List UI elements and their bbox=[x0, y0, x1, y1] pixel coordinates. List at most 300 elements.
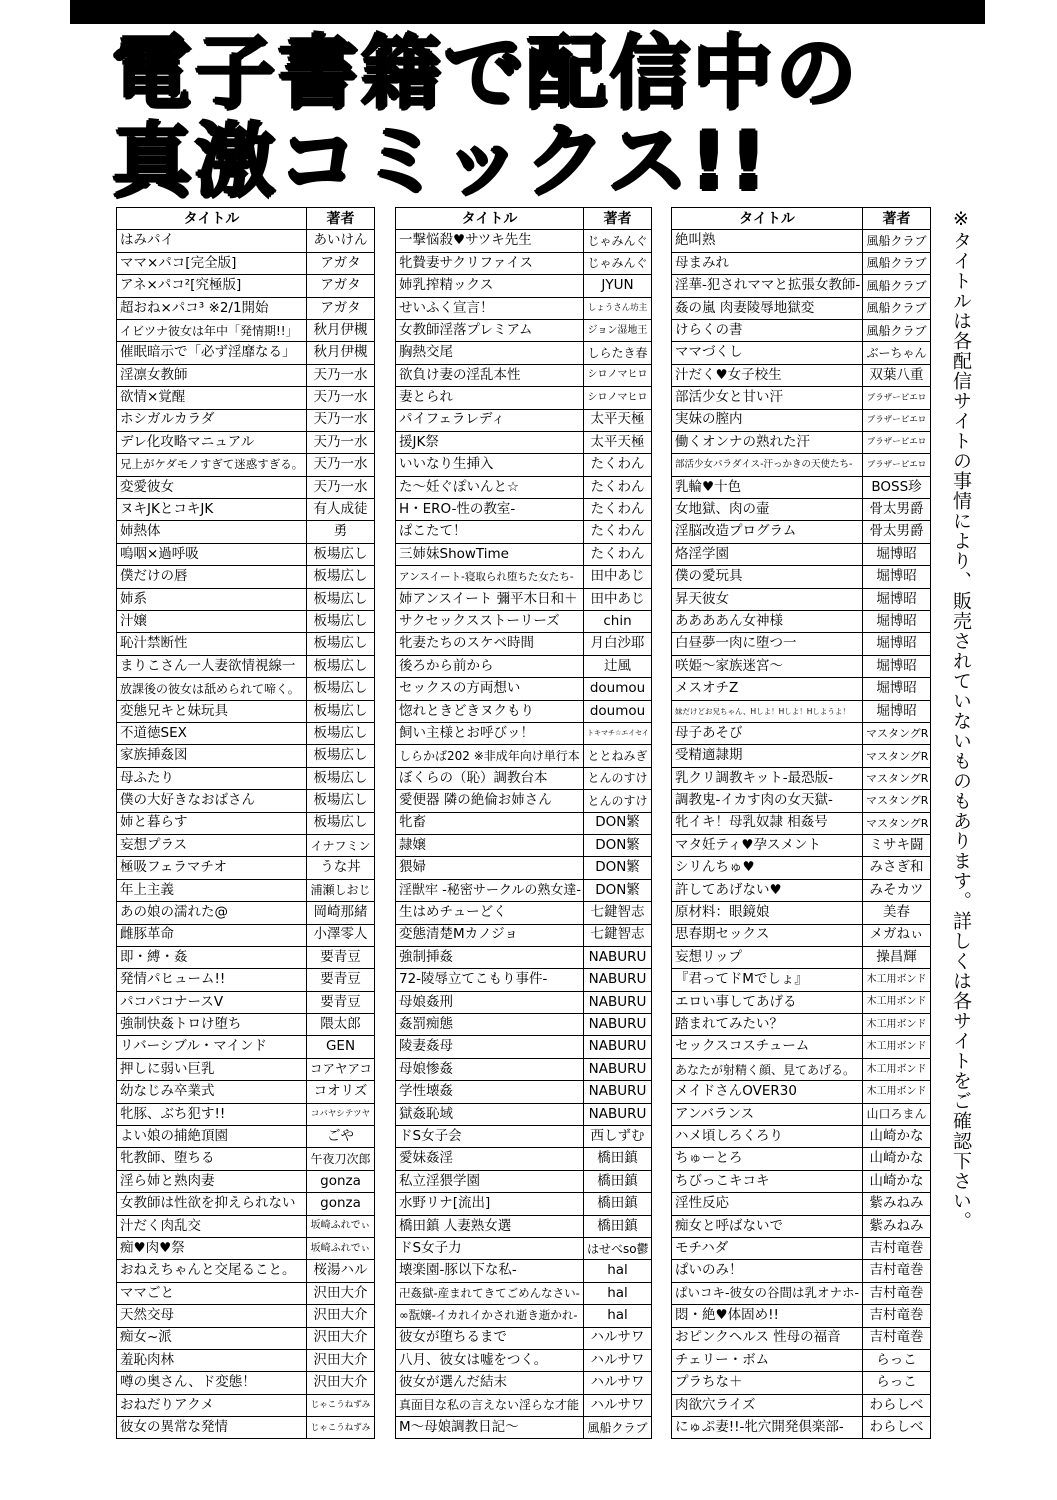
table-row bbox=[672, 1327, 931, 1349]
book-author: 有人成徒 bbox=[307, 499, 375, 521]
table-row bbox=[396, 879, 652, 901]
book-title: ママごと bbox=[117, 1282, 307, 1304]
book-author: ブラザーピエロ bbox=[863, 409, 931, 431]
table-row bbox=[117, 1260, 375, 1282]
book-title: 姦罰痴態 bbox=[396, 1014, 584, 1036]
book-title: H・ERO-性の教室- bbox=[396, 499, 584, 521]
book-title: 女地獄、肉の壷 bbox=[672, 499, 863, 521]
table-row bbox=[672, 1260, 931, 1282]
book-author: 太平天極 bbox=[584, 431, 652, 453]
book-title: 変愛彼女 bbox=[117, 476, 307, 498]
table-row bbox=[117, 1282, 375, 1304]
book-author: GEN bbox=[307, 1036, 375, 1058]
table-row bbox=[117, 476, 375, 498]
book-author: アガタ bbox=[307, 297, 375, 319]
header-author: 著者 bbox=[863, 208, 931, 230]
book-title: 兄上がケダモノすぎて迷惑すぎる。 bbox=[117, 454, 307, 476]
book-author: 堀博昭 bbox=[863, 611, 931, 633]
book-title: 姉アンスイート 彌平木日和＋ bbox=[396, 588, 584, 610]
book-author: 山口ろまん bbox=[863, 1103, 931, 1125]
book-author: 月白沙耶 bbox=[584, 633, 652, 655]
book-author: 吉村竜巻 bbox=[863, 1327, 931, 1349]
table-row bbox=[396, 319, 652, 341]
book-title: 部活少女と甘い汗 bbox=[672, 387, 863, 409]
book-author: たくわん bbox=[584, 499, 652, 521]
book-title: 母子あそび bbox=[672, 722, 863, 744]
book-author: アガタ bbox=[307, 252, 375, 274]
book-author: 辻風 bbox=[584, 655, 652, 677]
book-title: 放課後の彼女は舐められて啼く。 bbox=[117, 678, 307, 700]
book-title: 催眠暗示で「必ず淫靡なる」 bbox=[117, 342, 307, 364]
book-title: 母娘姦刑 bbox=[396, 991, 584, 1013]
book-title: マタ妊ティ♥孕スメント bbox=[672, 834, 863, 856]
table-row bbox=[117, 812, 375, 834]
table-row bbox=[672, 1058, 931, 1080]
table-row bbox=[672, 230, 931, 252]
book-title: 僕だけの唇 bbox=[117, 566, 307, 588]
table-row bbox=[117, 678, 375, 700]
book-title: 烙淫学園 bbox=[672, 543, 863, 565]
table-row bbox=[396, 633, 652, 655]
book-author: 西しずむ bbox=[584, 1126, 652, 1148]
table-row bbox=[672, 1081, 931, 1103]
book-author: hal bbox=[584, 1282, 652, 1304]
table-row bbox=[396, 409, 652, 431]
book-author: マスタングR bbox=[863, 812, 931, 834]
book-author: じゃみんぐ bbox=[584, 230, 652, 252]
book-author: みそカツ bbox=[863, 879, 931, 901]
book-author: 木工用ボンド bbox=[863, 1058, 931, 1080]
table-row bbox=[117, 834, 375, 856]
table-row bbox=[672, 364, 931, 386]
book-title: 愛便器 隣の絶倫お姉さん bbox=[396, 790, 584, 812]
table-row bbox=[672, 902, 931, 924]
table-row bbox=[672, 611, 931, 633]
table-row bbox=[117, 1193, 375, 1215]
table-row bbox=[117, 275, 375, 297]
title-table-column-3 bbox=[671, 207, 931, 1439]
book-title: リバーシブル・マインド bbox=[117, 1036, 307, 1058]
book-author: わらしべ bbox=[863, 1394, 931, 1416]
book-author: NABURU bbox=[584, 1103, 652, 1125]
book-title: 痴女~派 bbox=[117, 1327, 307, 1349]
book-title: 橋田鎮 人妻熟女選 bbox=[396, 1215, 584, 1237]
book-title: セックスの方両想い bbox=[396, 678, 584, 700]
table-row bbox=[672, 633, 931, 655]
book-author: 天乃一水 bbox=[307, 387, 375, 409]
table-row bbox=[117, 1417, 375, 1439]
table-row bbox=[672, 275, 931, 297]
table-row bbox=[672, 1372, 931, 1394]
book-author: NABURU bbox=[584, 1058, 652, 1080]
table-row bbox=[117, 1349, 375, 1371]
book-title: 牝贄妻サクリファイス bbox=[396, 252, 584, 274]
book-title: 妄想プラス bbox=[117, 834, 307, 856]
book-author: 堀博昭 bbox=[863, 543, 931, 565]
table-row bbox=[396, 1081, 652, 1103]
book-title: 雌豚革命 bbox=[117, 924, 307, 946]
table-row bbox=[672, 812, 931, 834]
book-title: しらかば202 ※非成年向け単行本 bbox=[396, 745, 584, 767]
table-row bbox=[117, 857, 375, 879]
book-author: シロノマヒロ bbox=[584, 387, 652, 409]
table-row bbox=[396, 1170, 652, 1192]
table-row bbox=[396, 1417, 652, 1439]
headline-line-1: 電子書籍で配信中の bbox=[112, 27, 859, 120]
book-title: ぱいコキ-彼女の谷間は乳オナホ- bbox=[672, 1282, 863, 1304]
book-author: hal bbox=[584, 1260, 652, 1282]
book-author: DON繁 bbox=[584, 879, 652, 901]
table-header-row bbox=[117, 208, 375, 230]
book-author: マスタングR bbox=[863, 722, 931, 744]
book-title: あなたが射精く顔、見てあげる。 bbox=[672, 1058, 863, 1080]
table-row bbox=[117, 924, 375, 946]
book-author: みさぎ和 bbox=[863, 857, 931, 879]
book-author: 板場広し bbox=[307, 633, 375, 655]
book-author: 勇 bbox=[307, 521, 375, 543]
book-title: 押しに弱い巨乳 bbox=[117, 1058, 307, 1080]
header-title: タイトル bbox=[117, 208, 307, 230]
book-title: 姉と暮らす bbox=[117, 812, 307, 834]
table-row bbox=[396, 1349, 652, 1371]
book-author: 吉村竜巻 bbox=[863, 1260, 931, 1282]
book-author: しらたき春 bbox=[584, 342, 652, 364]
book-title: サクセックスストーリーズ bbox=[396, 611, 584, 633]
table-row bbox=[672, 745, 931, 767]
table-row bbox=[672, 1394, 931, 1416]
book-title: 惚れときどきヌクもり bbox=[396, 700, 584, 722]
table-row bbox=[396, 499, 652, 521]
table-row bbox=[396, 969, 652, 991]
table-row bbox=[396, 521, 652, 543]
book-author: 山崎かな bbox=[863, 1126, 931, 1148]
book-title: エロい事してあげる bbox=[672, 991, 863, 1013]
book-author: 田中あじ bbox=[584, 588, 652, 610]
book-author: 坂崎ふれでぃ bbox=[307, 1237, 375, 1259]
book-author: gonza bbox=[307, 1170, 375, 1192]
table-row bbox=[672, 342, 931, 364]
book-title: 淫凛女教師 bbox=[117, 364, 307, 386]
table-row bbox=[396, 1148, 652, 1170]
book-title: 妻とられ bbox=[396, 387, 584, 409]
book-title: 淫華-犯されママと拡張女教師- bbox=[672, 275, 863, 297]
table-row bbox=[672, 521, 931, 543]
book-title: 僕の愛玩具 bbox=[672, 566, 863, 588]
book-author: 吉村竜巻 bbox=[863, 1305, 931, 1327]
book-author: ぶーちゃん bbox=[863, 342, 931, 364]
book-author: NABURU bbox=[584, 946, 652, 968]
book-author: らっこ bbox=[863, 1349, 931, 1371]
book-title: イビツナ彼女は年中「発情期!!」 bbox=[117, 319, 307, 341]
book-author: 吉村竜巻 bbox=[863, 1237, 931, 1259]
book-title: 彼女が堕ちるまで bbox=[396, 1327, 584, 1349]
table-row bbox=[396, 1193, 652, 1215]
book-title: デレ化攻略マニュアル bbox=[117, 431, 307, 453]
table-row bbox=[672, 946, 931, 968]
book-title: 女教師淫落プレミアム bbox=[396, 319, 584, 341]
book-title: 不道徳SEX bbox=[117, 722, 307, 744]
book-author: DON繁 bbox=[584, 834, 652, 856]
book-author: 天乃一水 bbox=[307, 431, 375, 453]
book-title: 変態清楚Mカノジョ bbox=[396, 924, 584, 946]
table-row bbox=[672, 499, 931, 521]
book-title: 羞恥肉林 bbox=[117, 1349, 307, 1371]
book-title: 妄想リップ bbox=[672, 946, 863, 968]
table-row bbox=[396, 924, 652, 946]
book-author: JYUN bbox=[584, 275, 652, 297]
book-title: 白昼夢一肉に堕つ一 bbox=[672, 633, 863, 655]
book-title: 淫獣牢 -秘密サークルの熟女達- bbox=[396, 879, 584, 901]
book-title: シリんちゅ♥ bbox=[672, 857, 863, 879]
book-author: ブラザーピエロ bbox=[863, 454, 931, 476]
table-row bbox=[672, 431, 931, 453]
book-author: chin bbox=[584, 611, 652, 633]
book-title: 一撃悩殺♥サツキ先生 bbox=[396, 230, 584, 252]
book-title: アンスイート-寝取られ堕ちた女たち- bbox=[396, 566, 584, 588]
book-title: 彼女の異常な発情 bbox=[117, 1417, 307, 1439]
table-row bbox=[117, 946, 375, 968]
table-row bbox=[672, 1014, 931, 1036]
book-author: 堀博昭 bbox=[863, 633, 931, 655]
book-author: 田中あじ bbox=[584, 566, 652, 588]
table-row bbox=[117, 1305, 375, 1327]
book-title: 女教師は性欲を抑えられない bbox=[117, 1193, 307, 1215]
table-row bbox=[672, 1282, 931, 1304]
table-row bbox=[396, 611, 652, 633]
book-title: ヌキJKとコキJK bbox=[117, 499, 307, 521]
book-title: 猥婦 bbox=[396, 857, 584, 879]
table-row bbox=[672, 767, 931, 789]
table-row bbox=[396, 1327, 652, 1349]
book-author: メガねぃ bbox=[863, 924, 931, 946]
book-title: ホシガルカラダ bbox=[117, 409, 307, 431]
book-author: たくわん bbox=[584, 521, 652, 543]
book-author: コバヤシテツヤ bbox=[307, 1103, 375, 1125]
book-title: 年上主義 bbox=[117, 879, 307, 901]
book-title: 生はめチューどく bbox=[396, 902, 584, 924]
book-author: 風船クラブ bbox=[863, 275, 931, 297]
table-row bbox=[117, 767, 375, 789]
book-author: 板場広し bbox=[307, 678, 375, 700]
book-author: 木工用ボンド bbox=[863, 1081, 931, 1103]
book-title: 思春期セックス bbox=[672, 924, 863, 946]
book-author: NABURU bbox=[584, 969, 652, 991]
book-author: 風船クラブ bbox=[863, 319, 931, 341]
book-title: 学性壊姦 bbox=[396, 1081, 584, 1103]
table-row bbox=[396, 342, 652, 364]
book-title: 肉欲穴ライズ bbox=[672, 1394, 863, 1416]
book-author: 板場広し bbox=[307, 812, 375, 834]
table-row bbox=[117, 700, 375, 722]
table-row bbox=[396, 1058, 652, 1080]
book-title: 真面目な私の言えない淫らな才能 bbox=[396, 1394, 584, 1416]
table-row bbox=[672, 297, 931, 319]
table-row bbox=[672, 991, 931, 1013]
headline-line-2: 真激コミックス!! bbox=[112, 115, 770, 208]
book-title: 姉系 bbox=[117, 588, 307, 610]
book-author: NABURU bbox=[584, 1036, 652, 1058]
table-row bbox=[672, 387, 931, 409]
book-author: じゃこうねずみ bbox=[307, 1417, 375, 1439]
table-header-row bbox=[396, 208, 652, 230]
book-title: あの娘の濡れた@ bbox=[117, 902, 307, 924]
table-row bbox=[117, 543, 375, 565]
book-title: 汁嬢 bbox=[117, 611, 307, 633]
table-row bbox=[396, 991, 652, 1013]
book-author: 七鍵智志 bbox=[584, 924, 652, 946]
book-title: 牝豚、ぶち犯す!! bbox=[117, 1103, 307, 1125]
book-title: 乳クリ調教キット-最恐版- bbox=[672, 767, 863, 789]
book-title: 八月、彼女は嘘をつく。 bbox=[396, 1349, 584, 1371]
table-row bbox=[396, 454, 652, 476]
book-title: 受精適隷期 bbox=[672, 745, 863, 767]
table-row bbox=[672, 1148, 931, 1170]
header-title: タイトル bbox=[396, 208, 584, 230]
table-row bbox=[117, 319, 375, 341]
book-author: 堀博昭 bbox=[863, 700, 931, 722]
table-row bbox=[672, 655, 931, 677]
table-row bbox=[396, 655, 652, 677]
table-row bbox=[672, 1193, 931, 1215]
book-author: マスタングR bbox=[863, 790, 931, 812]
book-title: プラちな＋ bbox=[672, 1372, 863, 1394]
table-row bbox=[672, 476, 931, 498]
book-author: コアヤアコ bbox=[307, 1058, 375, 1080]
book-author: とんのすけ bbox=[584, 790, 652, 812]
book-author: ブラザーピエロ bbox=[863, 431, 931, 453]
table-row bbox=[396, 297, 652, 319]
table-row bbox=[117, 566, 375, 588]
table-row bbox=[117, 1394, 375, 1416]
book-author: ハルサワ bbox=[584, 1394, 652, 1416]
table-row bbox=[396, 588, 652, 610]
book-author: doumou bbox=[584, 700, 652, 722]
table-row bbox=[117, 1014, 375, 1036]
book-title: 超おね×パコ³ ※2/1開始 bbox=[117, 297, 307, 319]
book-title: 働くオンナの熟れた汗 bbox=[672, 431, 863, 453]
book-title: 即・縛・姦 bbox=[117, 946, 307, 968]
table-row bbox=[672, 1349, 931, 1371]
table-row bbox=[672, 879, 931, 901]
table-row bbox=[672, 722, 931, 744]
book-title: まりこさん一人妻欲情視線一 bbox=[117, 655, 307, 677]
book-title: ちびっこキコキ bbox=[672, 1170, 863, 1192]
book-title: メスオチZ bbox=[672, 678, 863, 700]
book-author: 橋田鎮 bbox=[584, 1170, 652, 1192]
book-title: 発情パヒューム!! bbox=[117, 969, 307, 991]
book-title: おピンクヘルス 性母の福音 bbox=[672, 1327, 863, 1349]
book-title: 許してあげない♥ bbox=[672, 879, 863, 901]
book-title: 三姉妹ShowTime bbox=[396, 543, 584, 565]
book-author: 隈太郎 bbox=[307, 1014, 375, 1036]
table-row bbox=[396, 1215, 652, 1237]
table-row bbox=[396, 767, 652, 789]
book-author: 双葉八重 bbox=[863, 364, 931, 386]
book-author: 板場広し bbox=[307, 655, 375, 677]
book-author: ととねみぎ bbox=[584, 745, 652, 767]
book-title: メイドさんOVER30 bbox=[672, 1081, 863, 1103]
table-row bbox=[117, 722, 375, 744]
book-title: 卍姦獄-産まれてきてごめんなさい- bbox=[396, 1282, 584, 1304]
book-author: 天乃一水 bbox=[307, 364, 375, 386]
table-row bbox=[672, 700, 931, 722]
table-row bbox=[117, 297, 375, 319]
top-black-bar bbox=[70, 0, 985, 24]
book-author: 山崎かな bbox=[863, 1148, 931, 1170]
book-title: 昇天彼女 bbox=[672, 588, 863, 610]
book-title: 嗚咽×過呼吸 bbox=[117, 543, 307, 565]
book-title: 姦の嵐 肉妻陵辱地獄変 bbox=[672, 297, 863, 319]
book-author: 美春 bbox=[863, 902, 931, 924]
table-row bbox=[396, 1237, 652, 1259]
book-author: 桜湯ハル bbox=[307, 1260, 375, 1282]
book-title: 強制快姦トロけ堕ち bbox=[117, 1014, 307, 1036]
table-row bbox=[117, 387, 375, 409]
table-row bbox=[672, 924, 931, 946]
book-title: ドS女子力 bbox=[396, 1237, 584, 1259]
book-author: NABURU bbox=[584, 1014, 652, 1036]
book-title: 飼い主様とお呼びッ！ bbox=[396, 722, 584, 744]
book-author: 風船クラブ bbox=[863, 252, 931, 274]
table-row bbox=[672, 454, 931, 476]
table-row bbox=[396, 700, 652, 722]
book-title: 72-陵辱立てこもり事件- bbox=[396, 969, 584, 991]
table-header-row bbox=[672, 208, 931, 230]
book-title: モチハダ bbox=[672, 1237, 863, 1259]
book-author: 木工用ボンド bbox=[863, 1036, 931, 1058]
book-author: doumou bbox=[584, 678, 652, 700]
book-author: 板場広し bbox=[307, 700, 375, 722]
book-author: DON繁 bbox=[584, 812, 652, 834]
book-title: ドS女子会 bbox=[396, 1126, 584, 1148]
book-author: アガタ bbox=[307, 275, 375, 297]
book-title: けらくの書 bbox=[672, 319, 863, 341]
book-author: 板場広し bbox=[307, 790, 375, 812]
book-author: 板場広し bbox=[307, 566, 375, 588]
book-title: 欲負け妻の淫乱本性 bbox=[396, 364, 584, 386]
book-author: 山崎かな bbox=[863, 1170, 931, 1192]
book-title: 踏まれてみたい？ bbox=[672, 1014, 863, 1036]
table-row bbox=[672, 1126, 931, 1148]
table-row bbox=[396, 431, 652, 453]
book-author: シロノマヒロ bbox=[584, 364, 652, 386]
book-author: じゃみんぐ bbox=[584, 252, 652, 274]
book-title: 淫性反応 bbox=[672, 1193, 863, 1215]
book-title: ∞翫嬢-イカれイかされ逝き逝かれ- bbox=[396, 1305, 584, 1327]
table-row bbox=[117, 1170, 375, 1192]
book-author: 板場広し bbox=[307, 745, 375, 767]
availability-note: ※タイトルは各配信サイトの事情により、販売されていないものもあります。詳しくは各サイトをご確認下さい。 bbox=[950, 208, 972, 1231]
title-table-column-2 bbox=[395, 207, 652, 1439]
table-row bbox=[672, 1036, 931, 1058]
table-row bbox=[117, 1103, 375, 1125]
table-row bbox=[672, 319, 931, 341]
table-row bbox=[117, 655, 375, 677]
book-author: 堀博昭 bbox=[863, 655, 931, 677]
table-row bbox=[396, 790, 652, 812]
book-title: チェリー・ボム bbox=[672, 1349, 863, 1371]
book-author: 風船クラブ bbox=[863, 230, 931, 252]
book-author: ごや bbox=[307, 1126, 375, 1148]
book-title: ママ×パコ[完全版] bbox=[117, 252, 307, 274]
table-row bbox=[396, 1394, 652, 1416]
table-row bbox=[396, 1372, 652, 1394]
book-author: 七鍵智志 bbox=[584, 902, 652, 924]
table-row bbox=[117, 1126, 375, 1148]
book-title: ぱこたて！ bbox=[396, 521, 584, 543]
table-row bbox=[672, 1215, 931, 1237]
book-author: 橋田鎮 bbox=[584, 1215, 652, 1237]
